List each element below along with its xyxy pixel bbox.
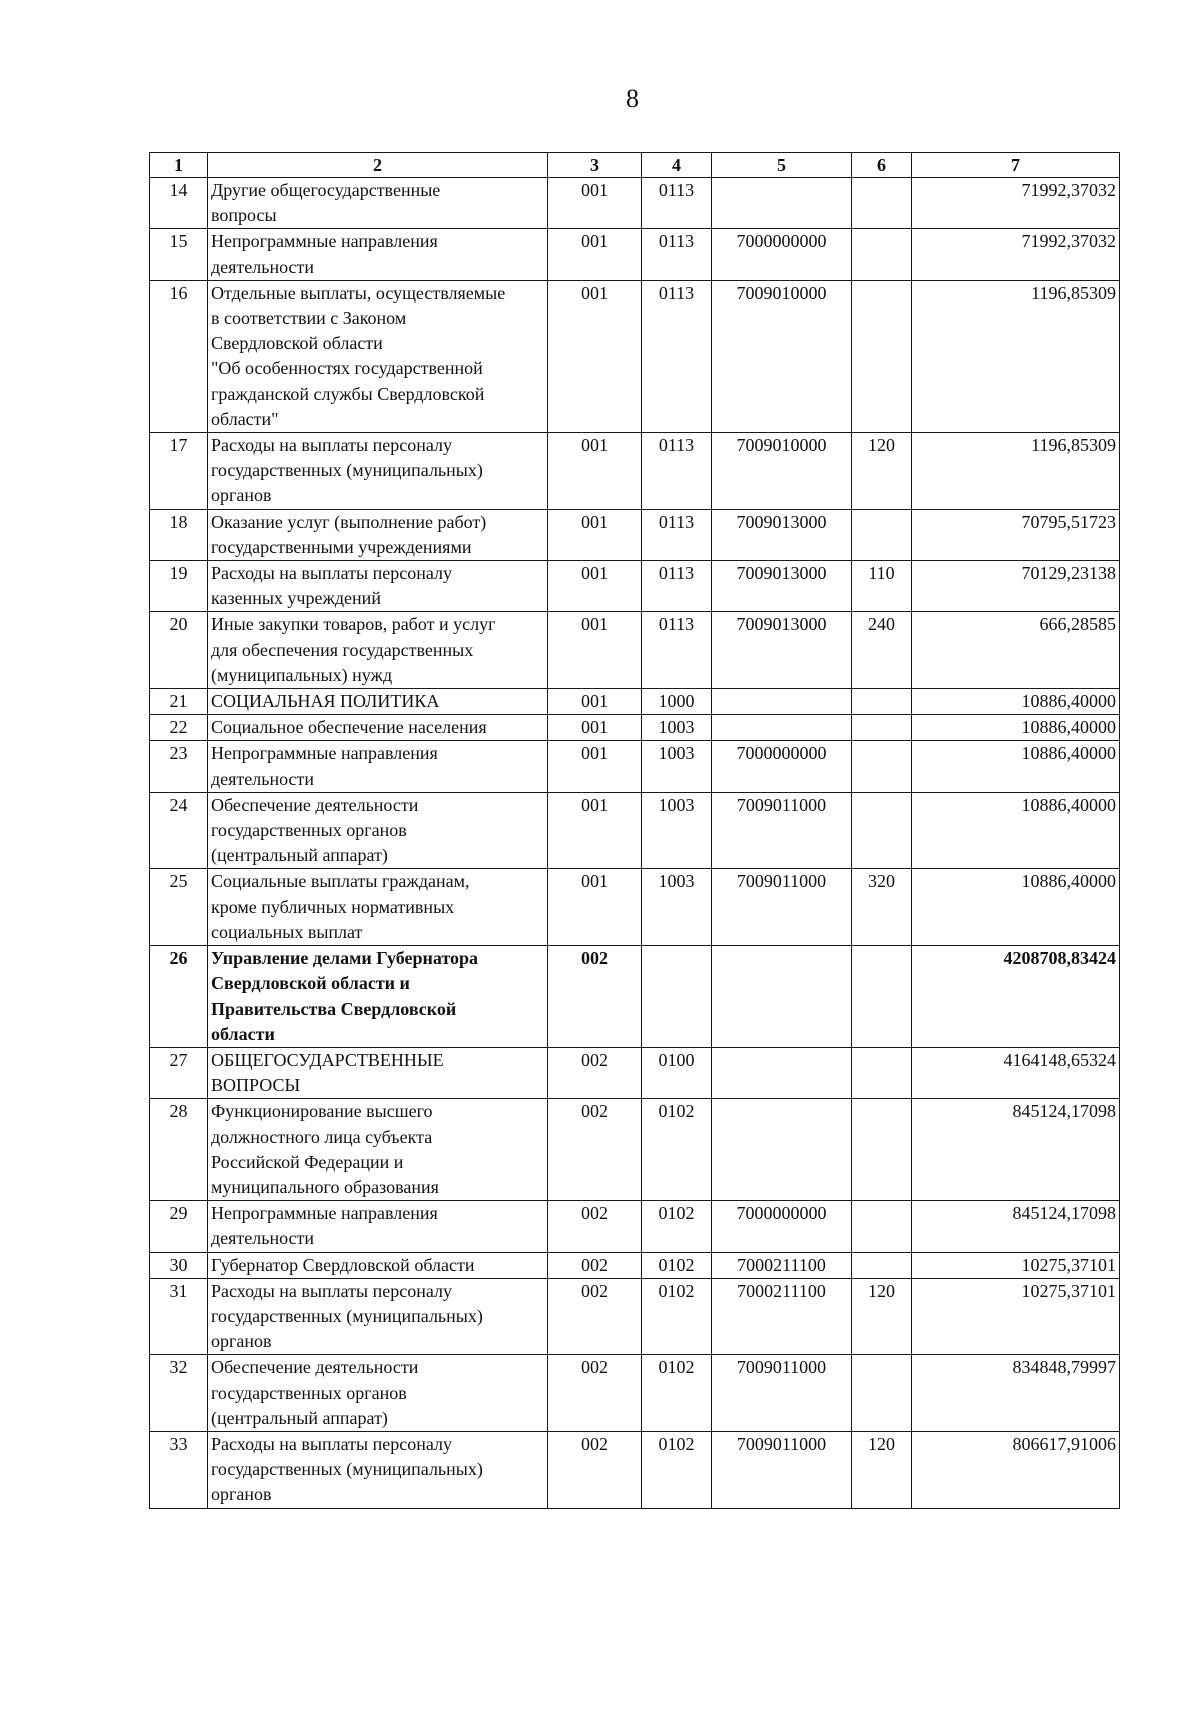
ministry-code-cell: 001 <box>548 689 642 715</box>
target-article-cell <box>712 946 852 1048</box>
table-row <box>150 946 1120 1048</box>
target-article-cell: 7009011000 <box>712 1431 852 1508</box>
row-number-cell: 15 <box>150 229 208 280</box>
target-article-cell <box>712 1047 852 1098</box>
expense-type-cell <box>852 509 912 560</box>
item-name-cell: Обеспечение деятельности государственных органов (центральный аппарат) <box>208 792 548 869</box>
amount-cell: 10275,37101 <box>912 1278 1120 1355</box>
section-code-cell: 0113 <box>642 612 712 689</box>
table-row <box>150 741 1120 792</box>
column-header-2: 2 <box>208 153 548 178</box>
target-article-cell: 7000211100 <box>712 1278 852 1355</box>
expense-type-cell <box>852 1047 912 1098</box>
target-article-cell: 7000000000 <box>712 741 852 792</box>
ministry-code-cell: 001 <box>548 715 642 741</box>
section-code-cell: 0102 <box>642 1431 712 1508</box>
section-code-cell: 0102 <box>642 1252 712 1278</box>
section-code-cell: 0102 <box>642 1278 712 1355</box>
target-article-cell <box>712 689 852 715</box>
item-name-cell: Отдельные выплаты, осуществляемые в соответствии с Законом Свердловской области "Об особенностях государственной гражданской службы Свердловской области" <box>208 280 548 432</box>
item-name-cell: Функционирование высшего должностного лица субъекта Российской Федерации и муниципального образования <box>208 1099 548 1201</box>
amount-cell: 70129,23138 <box>912 561 1120 612</box>
page-number: 8 <box>626 84 639 113</box>
ministry-code-cell: 002 <box>548 1047 642 1098</box>
row-number-cell: 28 <box>150 1099 208 1201</box>
column-header-7: 7 <box>912 153 1120 178</box>
amount-cell: 1196,85309 <box>912 433 1120 510</box>
amount-cell: 71992,37032 <box>912 178 1120 229</box>
amount-cell: 10275,37101 <box>912 1252 1120 1278</box>
target-article-cell: 7009013000 <box>712 561 852 612</box>
ministry-code-cell: 002 <box>548 1099 642 1201</box>
expense-type-cell <box>852 1201 912 1252</box>
row-number-cell: 32 <box>150 1355 208 1432</box>
section-code-cell: 0113 <box>642 229 712 280</box>
expense-type-cell <box>852 792 912 869</box>
row-number-cell: 30 <box>150 1252 208 1278</box>
section-code-cell: 1003 <box>642 741 712 792</box>
section-code-cell: 1003 <box>642 869 712 946</box>
column-header-6: 6 <box>852 153 912 178</box>
ministry-code-cell: 001 <box>548 741 642 792</box>
ministry-code-cell: 001 <box>548 792 642 869</box>
ministry-code-cell: 001 <box>548 229 642 280</box>
table-row <box>150 178 1120 229</box>
table-row <box>150 1047 1120 1098</box>
table-row <box>150 561 1120 612</box>
table-row <box>150 229 1120 280</box>
column-header-1: 1 <box>150 153 208 178</box>
row-number-cell: 20 <box>150 612 208 689</box>
item-name-cell: Непрограммные направления деятельности <box>208 229 548 280</box>
ministry-code-cell: 002 <box>548 1252 642 1278</box>
amount-cell: 845124,17098 <box>912 1201 1120 1252</box>
target-article-cell: 7000211100 <box>712 1252 852 1278</box>
row-number-cell: 29 <box>150 1201 208 1252</box>
table-row <box>150 1099 1120 1201</box>
expense-type-cell <box>852 689 912 715</box>
table-header-row <box>150 153 1120 178</box>
target-article-cell: 7009011000 <box>712 792 852 869</box>
row-number-cell: 18 <box>150 509 208 560</box>
ministry-code-cell: 001 <box>548 561 642 612</box>
ministry-code-cell: 001 <box>548 433 642 510</box>
expense-type-cell <box>852 229 912 280</box>
amount-cell: 70795,51723 <box>912 509 1120 560</box>
item-name-cell: СОЦИАЛЬНАЯ ПОЛИТИКА <box>208 689 548 715</box>
table-body <box>150 178 1120 1509</box>
table-row <box>150 689 1120 715</box>
table-row <box>150 280 1120 432</box>
amount-cell: 666,28585 <box>912 612 1120 689</box>
row-number-cell: 25 <box>150 869 208 946</box>
ministry-code-cell: 001 <box>548 869 642 946</box>
row-number-cell: 23 <box>150 741 208 792</box>
ministry-code-cell: 002 <box>548 1431 642 1508</box>
amount-cell: 10886,40000 <box>912 715 1120 741</box>
amount-cell: 806617,91006 <box>912 1431 1120 1508</box>
column-header-4: 4 <box>642 153 712 178</box>
section-code-cell: 1000 <box>642 689 712 715</box>
ministry-code-cell: 002 <box>548 1355 642 1432</box>
target-article-cell: 7009013000 <box>712 612 852 689</box>
target-article-cell <box>712 178 852 229</box>
section-code-cell: 0102 <box>642 1355 712 1432</box>
item-name-cell: Управление делами Губернатора Свердловской области и Правительства Свердловской области <box>208 946 548 1048</box>
budget-table <box>149 152 1120 1509</box>
table-row <box>150 869 1120 946</box>
row-number-cell: 21 <box>150 689 208 715</box>
ministry-code-cell: 002 <box>548 946 642 1048</box>
item-name-cell: Расходы на выплаты персоналу государственных (муниципальных) органов <box>208 433 548 510</box>
item-name-cell: ОБЩЕГОСУДАРСТВЕННЫЕ ВОПРОСЫ <box>208 1047 548 1098</box>
item-name-cell: Другие общегосударственные вопросы <box>208 178 548 229</box>
item-name-cell: Расходы на выплаты персоналу государственных (муниципальных) органов <box>208 1431 548 1508</box>
section-code-cell: 0113 <box>642 433 712 510</box>
amount-cell: 71992,37032 <box>912 229 1120 280</box>
ministry-code-cell: 001 <box>548 509 642 560</box>
amount-cell: 4164148,65324 <box>912 1047 1120 1098</box>
table-row <box>150 433 1120 510</box>
section-code-cell: 1003 <box>642 792 712 869</box>
table-row <box>150 1252 1120 1278</box>
item-name-cell: Расходы на выплаты персоналу государственных (муниципальных) органов <box>208 1278 548 1355</box>
row-number-cell: 27 <box>150 1047 208 1098</box>
item-name-cell: Губернатор Свердловской области <box>208 1252 548 1278</box>
row-number-cell: 33 <box>150 1431 208 1508</box>
expense-type-cell <box>852 178 912 229</box>
section-code-cell <box>642 946 712 1048</box>
expense-type-cell <box>852 715 912 741</box>
item-name-cell: Социальное обеспечение населения <box>208 715 548 741</box>
row-number-cell: 24 <box>150 792 208 869</box>
table-row <box>150 1355 1120 1432</box>
item-name-cell: Иные закупки товаров, работ и услуг для обеспечения государственных (муниципальных) нужд <box>208 612 548 689</box>
ministry-code-cell: 002 <box>548 1201 642 1252</box>
item-name-cell: Непрограммные направления деятельности <box>208 1201 548 1252</box>
table-row <box>150 509 1120 560</box>
amount-cell: 4208708,83424 <box>912 946 1120 1048</box>
ministry-code-cell: 001 <box>548 280 642 432</box>
table-row <box>150 792 1120 869</box>
expense-type-cell <box>852 1099 912 1201</box>
amount-cell: 10886,40000 <box>912 869 1120 946</box>
column-header-5: 5 <box>712 153 852 178</box>
item-name-cell: Оказание услуг (выполнение работ) государственными учреждениями <box>208 509 548 560</box>
ministry-code-cell: 001 <box>548 178 642 229</box>
expense-type-cell: 110 <box>852 561 912 612</box>
section-code-cell: 1003 <box>642 715 712 741</box>
expense-type-cell: 120 <box>852 433 912 510</box>
table-row <box>150 715 1120 741</box>
section-code-cell: 0113 <box>642 280 712 432</box>
row-number-cell: 31 <box>150 1278 208 1355</box>
item-name-cell: Социальные выплаты гражданам, кроме публичных нормативных социальных выплат <box>208 869 548 946</box>
amount-cell: 1196,85309 <box>912 280 1120 432</box>
expense-type-cell: 120 <box>852 1431 912 1508</box>
column-header-3: 3 <box>548 153 642 178</box>
section-code-cell: 0113 <box>642 561 712 612</box>
item-name-cell: Расходы на выплаты персоналу казенных учреждений <box>208 561 548 612</box>
amount-cell: 10886,40000 <box>912 689 1120 715</box>
ministry-code-cell: 001 <box>548 612 642 689</box>
item-name-cell: Непрограммные направления деятельности <box>208 741 548 792</box>
row-number-cell: 17 <box>150 433 208 510</box>
table-row <box>150 1431 1120 1508</box>
section-code-cell: 0102 <box>642 1099 712 1201</box>
amount-cell: 834848,79997 <box>912 1355 1120 1432</box>
target-article-cell: 7009010000 <box>712 280 852 432</box>
ministry-code-cell: 002 <box>548 1278 642 1355</box>
section-code-cell: 0100 <box>642 1047 712 1098</box>
amount-cell: 10886,40000 <box>912 792 1120 869</box>
amount-cell: 10886,40000 <box>912 741 1120 792</box>
expense-type-cell <box>852 946 912 1048</box>
table-row <box>150 1201 1120 1252</box>
table-row <box>150 1278 1120 1355</box>
table-row <box>150 612 1120 689</box>
section-code-cell: 0113 <box>642 178 712 229</box>
section-code-cell: 0102 <box>642 1201 712 1252</box>
target-article-cell <box>712 1099 852 1201</box>
target-article-cell: 7009010000 <box>712 433 852 510</box>
target-article-cell: 7000000000 <box>712 1201 852 1252</box>
expense-type-cell: 120 <box>852 1278 912 1355</box>
item-name-cell: Обеспечение деятельности государственных органов (центральный аппарат) <box>208 1355 548 1432</box>
section-code-cell: 0113 <box>642 509 712 560</box>
row-number-cell: 26 <box>150 946 208 1048</box>
amount-cell: 845124,17098 <box>912 1099 1120 1201</box>
expense-type-cell <box>852 1355 912 1432</box>
expense-type-cell: 240 <box>852 612 912 689</box>
target-article-cell: 7000000000 <box>712 229 852 280</box>
expense-type-cell <box>852 741 912 792</box>
expense-type-cell <box>852 280 912 432</box>
target-article-cell: 7009011000 <box>712 1355 852 1432</box>
row-number-cell: 14 <box>150 178 208 229</box>
target-article-cell <box>712 715 852 741</box>
row-number-cell: 22 <box>150 715 208 741</box>
expense-type-cell: 320 <box>852 869 912 946</box>
expense-type-cell <box>852 1252 912 1278</box>
target-article-cell: 7009011000 <box>712 869 852 946</box>
target-article-cell: 7009013000 <box>712 509 852 560</box>
row-number-cell: 19 <box>150 561 208 612</box>
row-number-cell: 16 <box>150 280 208 432</box>
